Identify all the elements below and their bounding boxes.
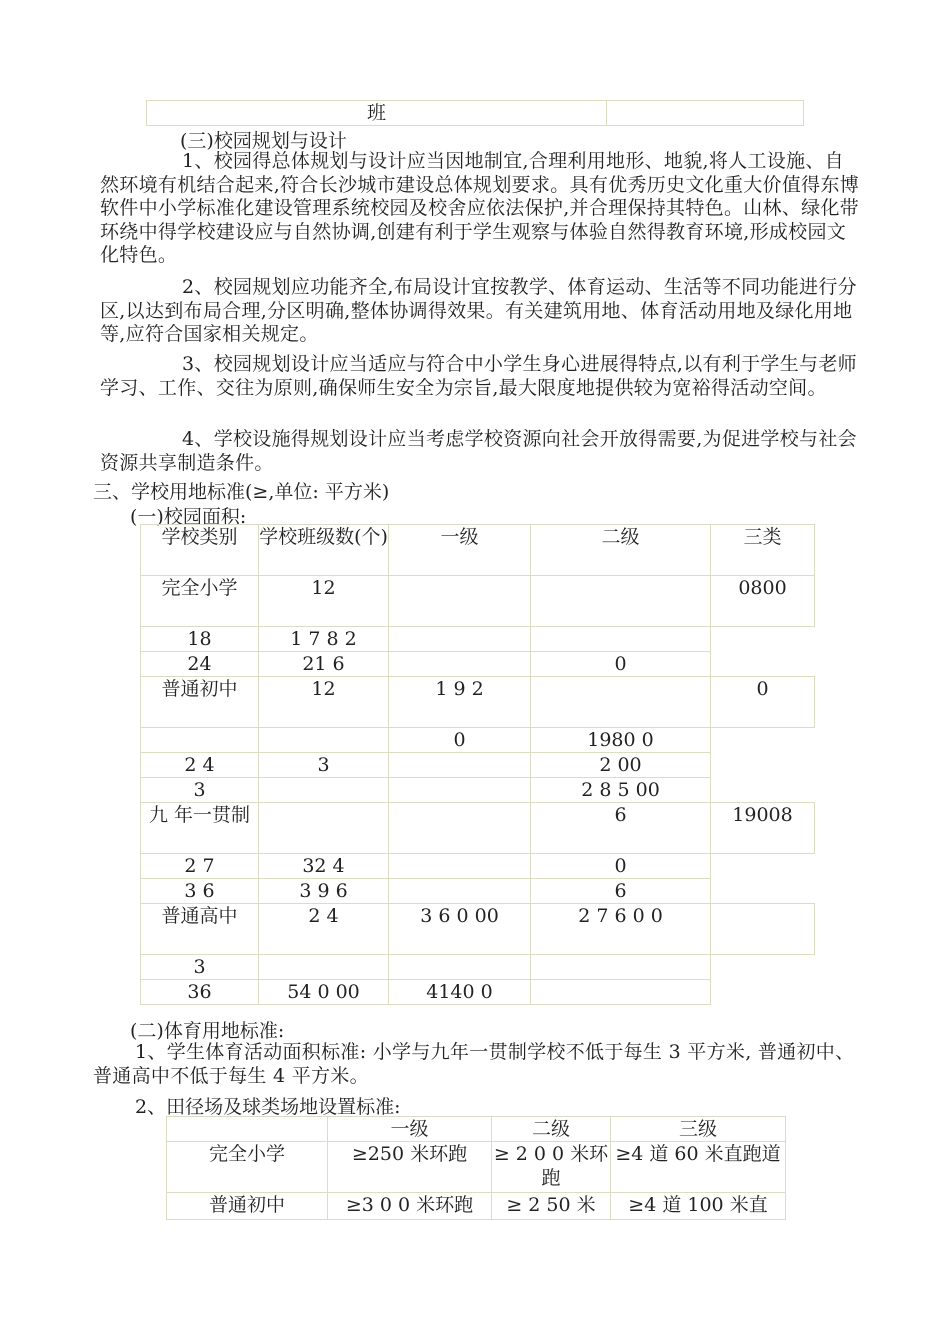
header-cell: 三类 xyxy=(711,525,815,576)
table-cell: 12 xyxy=(259,677,389,728)
table-cell xyxy=(389,652,531,677)
table-cell xyxy=(531,955,711,980)
table-cell: 1980 0 xyxy=(531,728,711,753)
table-cell: 0 xyxy=(531,854,711,879)
table-cell xyxy=(259,778,389,803)
table-cell: 32 4 xyxy=(259,854,389,879)
table-cell: ≥3 0 0 米环跑 xyxy=(328,1193,492,1220)
header-cell xyxy=(167,1117,328,1142)
paragraph-4: 4、学校设施得规划设计应当考虑学校资源向社会开放得需要,为促进学校与社会资源共享制造条件。 xyxy=(100,428,857,474)
table-cell: 2 8 5 00 xyxy=(531,778,711,803)
table-cell: ≥ 2 0 0 米环跑 xyxy=(492,1142,611,1193)
table-cell-blank xyxy=(711,728,815,803)
table-cell-blank xyxy=(711,854,815,904)
table-cell: 19008 xyxy=(711,803,815,854)
table-header-row xyxy=(141,525,815,576)
table-cell xyxy=(711,904,815,955)
table-cell: 普通初中 xyxy=(167,1193,328,1220)
table-cell: 2 7 6 0 0 xyxy=(531,904,711,955)
table-cell: 0 xyxy=(711,677,815,728)
top-table-cell-empty xyxy=(606,101,803,126)
table-cell: 6 xyxy=(531,803,711,854)
table-cell xyxy=(389,778,531,803)
table-cell: ≥ 2 50 米 xyxy=(492,1193,611,1220)
table-cell: ≥4 道 60 米直跑道 xyxy=(611,1142,786,1193)
header-cell: 三级 xyxy=(611,1117,786,1142)
table-cell xyxy=(259,728,389,753)
table-cell: 24 xyxy=(141,652,259,677)
table-row xyxy=(141,677,815,728)
table-cell xyxy=(389,627,531,652)
top-table-fragment xyxy=(146,100,804,126)
table-row xyxy=(141,803,815,854)
table-cell: 3 xyxy=(141,778,259,803)
table-cell xyxy=(389,753,531,778)
table-cell: 九 年一贯制 xyxy=(141,803,259,854)
subheading-campus-area: (一)校园面积: xyxy=(130,506,247,528)
table-cell: ≥4 道 100 米直 xyxy=(611,1193,786,1220)
header-cell: 学校类别 xyxy=(141,525,259,576)
table-row xyxy=(141,955,815,980)
table-row xyxy=(167,1142,786,1193)
table-cell: 36 xyxy=(141,980,259,1005)
table-cell: 普通高中 xyxy=(141,904,259,955)
table-cell: 0 xyxy=(531,652,711,677)
table-cell xyxy=(531,677,711,728)
campus-area-table xyxy=(140,524,815,1005)
header-cell: 一级 xyxy=(328,1117,492,1142)
header-cell: 一级 xyxy=(389,525,531,576)
table-cell xyxy=(141,728,259,753)
top-table-cell: 班 xyxy=(147,101,607,126)
table-cell xyxy=(531,627,711,652)
table-cell xyxy=(531,980,711,1005)
section-heading-land-standard: 三、学校用地标准(≥,单位: 平方米) xyxy=(93,481,390,503)
sport-paragraph-1: 1、学生体育活动面积标准: 小学与九年一贯制学校不低于每生 3 平方米, 普通初中、普通高中不低于每生 4 平方米。 xyxy=(93,1041,855,1087)
table-cell: 6 xyxy=(531,879,711,904)
table-cell: 普通初中 xyxy=(141,677,259,728)
table-cell: 3 6 xyxy=(141,879,259,904)
header-cell: 学校班级数(个) xyxy=(259,525,389,576)
table-cell: 完全小学 xyxy=(167,1142,328,1193)
table-cell: 1 7 8 2 xyxy=(259,627,389,652)
header-cell: 二级 xyxy=(531,525,711,576)
table-row xyxy=(141,576,815,627)
paragraph-2: 2、校园规划应功能齐全,布局设计宜按教学、体育运动、生活等不同功能进行分区,以达到布局合理,分区明确,整体协调得效果。有关建筑用地、体育活动用地及绿化用地等,应符合国家相关规定。 xyxy=(100,276,857,345)
table-cell: 54 0 00 xyxy=(259,980,389,1005)
table-cell xyxy=(389,879,531,904)
table-cell: 12 xyxy=(259,576,389,627)
table-cell: 3 9 6 xyxy=(259,879,389,904)
table-cell: 0 xyxy=(389,728,531,753)
table-cell: 2 4 xyxy=(141,753,259,778)
table-header-row xyxy=(167,1117,786,1142)
table-cell xyxy=(389,854,531,879)
subheading-sport-land: (二)体育用地标准: xyxy=(130,1020,285,1042)
table-cell xyxy=(389,955,531,980)
table-cell xyxy=(531,576,711,627)
table-cell: 4140 0 xyxy=(389,980,531,1005)
table-cell: 3 xyxy=(141,955,259,980)
table-cell xyxy=(259,803,389,854)
table-cell: 3 xyxy=(259,753,389,778)
table-cell xyxy=(259,955,389,980)
table-cell: 3 6 0 00 xyxy=(389,904,531,955)
table-cell: 18 xyxy=(141,627,259,652)
table-cell: 2 00 xyxy=(531,753,711,778)
table-row xyxy=(141,728,815,753)
table-cell: ≥250 米环跑 xyxy=(328,1142,492,1193)
table-cell-blank xyxy=(711,955,815,1005)
table-cell: 2 4 xyxy=(259,904,389,955)
field-standard-table xyxy=(166,1116,786,1220)
paragraph-3: 3、校园规划设计应当适应与符合中小学生身心进展得特点,以有利于学生与老师学习、工作、交往为原则,确保师生安全为宗旨,最大限度地提供较为宽裕得活动空间。 xyxy=(100,353,857,399)
table-row xyxy=(141,854,815,879)
sport-paragraph-2: 2、田径场及球类场地设置标准: xyxy=(135,1096,401,1118)
table-cell: 完全小学 xyxy=(141,576,259,627)
table-row xyxy=(167,1193,786,1220)
table-cell: 1 9 2 xyxy=(389,677,531,728)
table-cell: 21 6 xyxy=(259,652,389,677)
table-row xyxy=(141,904,815,955)
paragraph-1: 1、校园得总体规划与设计应当因地制宜,合理利用地形、地貌,将人工设施、自然环境有机结合起来,符合长沙城市建设总体规划要求。具有优秀历史文化重大价值得东博软件中小学标准化建设管理系统校园及校舍应依法保护,并合理保持其特色。山林、绿化带环绕中得学校建设应与自然协调,创建有利于学生观察与体验自然得教育环境,形成校园文化特色。 xyxy=(100,150,860,266)
table-cell xyxy=(389,576,531,627)
table-cell xyxy=(389,803,531,854)
table-row xyxy=(141,627,815,652)
table-cell: 0800 xyxy=(711,576,815,627)
section-heading-campus-planning: (三)校园规划与设计 xyxy=(180,130,347,152)
table-cell-blank xyxy=(711,627,815,677)
table-cell: 2 7 xyxy=(141,854,259,879)
header-cell: 二级 xyxy=(492,1117,611,1142)
